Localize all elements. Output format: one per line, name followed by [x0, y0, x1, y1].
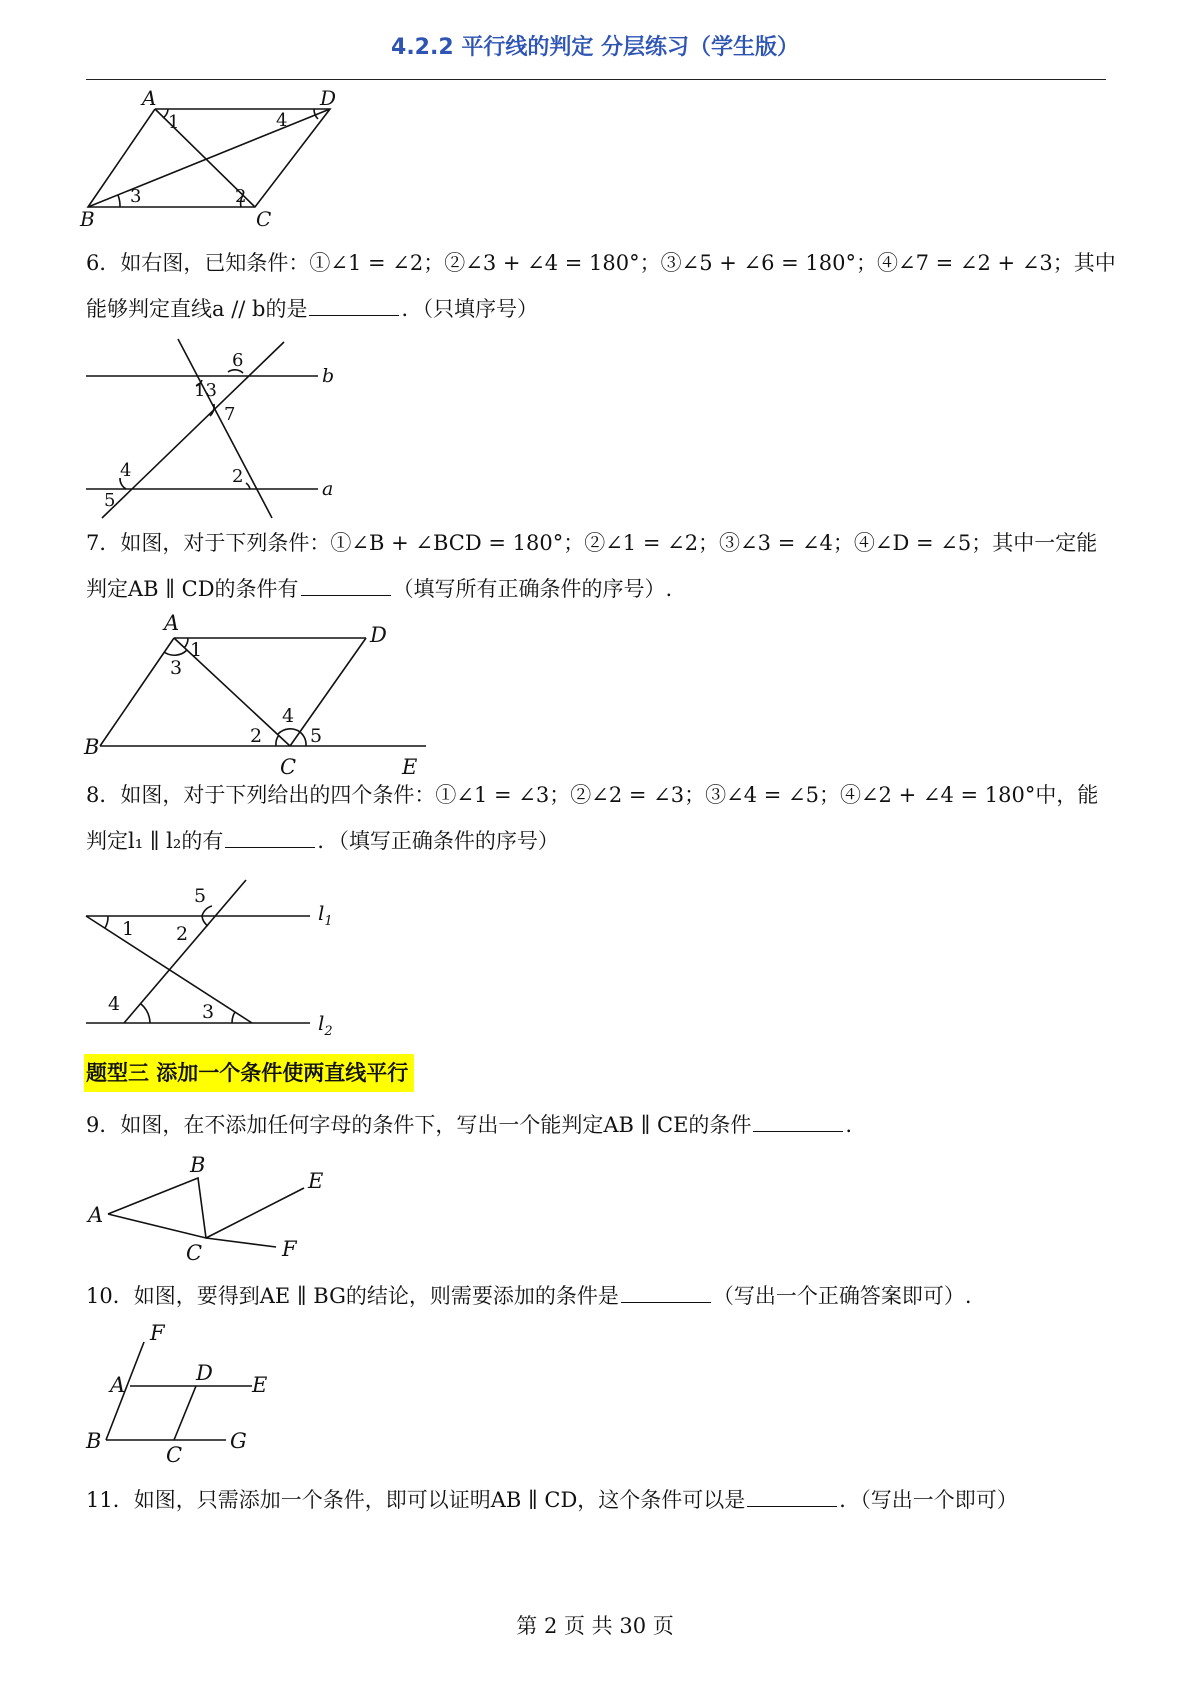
fig-q9-ray-ce: [206, 1188, 304, 1238]
question-6-answer-blank[interactable]: [309, 294, 399, 316]
fig-q6-angle-4: 4: [120, 460, 132, 481]
header-divider: [86, 79, 1106, 80]
fig-q7-label-A: A: [164, 611, 180, 635]
fig-q8-label-l1-sub: 1: [324, 914, 333, 929]
fig-q5-label-D: D: [320, 86, 337, 110]
fig-q5-angle-1: 1: [168, 112, 180, 133]
fig-q6-angle-2: 2: [232, 466, 244, 487]
fig-q7-label-C: C: [280, 755, 297, 779]
figure-q6: [86, 336, 346, 521]
fig-q8-angle-3: 3: [202, 1001, 215, 1023]
question-6: [86, 240, 1116, 332]
fig-q9-label-E: E: [308, 1169, 324, 1193]
question-8-tail: ．（填写正确条件的序号）: [317, 829, 559, 853]
fig-q7-arc-5: [300, 732, 306, 746]
page-footer: 第 2 页 共 30 页: [516, 1614, 674, 1638]
fig-q7-angle-2: 2: [250, 725, 263, 747]
question-10-number: 10．: [86, 1284, 134, 1308]
fig-q8-label-l2-letter: l: [318, 1011, 325, 1035]
fig-q7-angle-4: 4: [282, 705, 295, 727]
fig-q7-segment-ab: [100, 638, 174, 746]
fig-q7-arc-4: [278, 729, 300, 734]
fig-q10-label-G: G: [230, 1429, 247, 1453]
fig-q10-label-E: E: [252, 1373, 268, 1397]
section-title-3: 题型三 添加一个条件使两直线平行: [84, 1054, 414, 1092]
fig-q6-transversal-1: [178, 339, 272, 518]
question-11-text: 如图，只需添加一个条件，即可以证明AB ∥ CD，这个条件可以是: [133, 1488, 746, 1512]
fig-q8-arc-5: [202, 906, 212, 916]
fig-q8-label-l2: [318, 1011, 333, 1039]
fig-q8-label-l1: [318, 901, 333, 929]
question-8-answer-blank[interactable]: [225, 826, 315, 848]
fig-q7-angle-5: 5: [310, 725, 323, 747]
fig-q7-label-B: B: [84, 735, 100, 759]
fig-q8-angle-2: 2: [176, 923, 189, 945]
fig-q10-label-A: A: [110, 1373, 126, 1397]
question-11: [86, 1477, 1116, 1523]
question-7-tail: （填写所有正确条件的序号）.: [392, 577, 673, 601]
fig-q5-angle-2: 2: [235, 186, 247, 207]
figure-q9: [84, 1150, 344, 1265]
fig-q6-arc-2: [246, 483, 250, 489]
fig-q8-arc-1: [105, 916, 108, 928]
question-9-text: 如图，在不添加任何字母的条件下，写出一个能判定AB ∥ CE的条件: [120, 1113, 752, 1137]
question-11-number: 11．: [86, 1488, 134, 1512]
question-7-number: 7．: [86, 531, 121, 555]
question-6-text: 如右图，已知条件：①∠1 = ∠2；②∠3 + ∠4 = 180°；③∠5 + ∠6 = 180°；④∠7 = ∠2 + ∠3；其中能够判定直线a // b的是: [86, 251, 1116, 321]
fig-q9-label-F: F: [282, 1237, 297, 1261]
question-10-tail: （写出一个正确答案即可）.: [712, 1284, 972, 1308]
fig-q7-arc-1: [184, 638, 188, 648]
figure-q7: [84, 612, 444, 782]
fig-q10-label-C: C: [166, 1443, 183, 1467]
fig-q10-label-B: B: [86, 1429, 102, 1453]
fig-q6-angle-6: 6: [232, 350, 244, 371]
question-7: [86, 520, 1116, 612]
question-8-number: 8．: [86, 783, 121, 807]
page-header-title: 4.2.2 平行线的判定 分层练习（学生版）: [391, 35, 799, 60]
fig-q6-label-b: b: [322, 365, 335, 387]
fig-q6-label-a: a: [322, 478, 334, 500]
fig-q9-triangle: [108, 1178, 206, 1238]
fig-q6-angle-5: 5: [104, 490, 116, 511]
fig-q9-label-A: A: [88, 1203, 104, 1227]
fig-q7-label-E: E: [402, 755, 418, 779]
question-8: [86, 772, 1116, 864]
fig-q5-diagonal-bd: [88, 109, 330, 207]
fig-q6-arc-7: [210, 404, 214, 416]
fig-q6-angle-13: 13: [194, 380, 217, 401]
fig-q10-label-F: F: [150, 1321, 165, 1345]
fig-q7-arc-2: [276, 735, 279, 746]
fig-q7-angle-1: 1: [190, 639, 203, 661]
fig-q9-label-C: C: [186, 1241, 203, 1265]
fig-q5-arc-3: [118, 195, 120, 207]
question-10-answer-blank[interactable]: [621, 1281, 711, 1303]
figure-q5: [80, 86, 360, 232]
fig-q5-angle-4: 4: [276, 110, 288, 131]
fig-q7-segment-cd: [290, 638, 366, 746]
question-8-text: 如图，对于下列给出的四个条件：①∠1 = ∠3；②∠2 = ∠3；③∠4 = ∠5；④∠2 + ∠4 = 180°中，能判定l₁ ∥ l₂的有: [86, 783, 1099, 853]
question-7-answer-blank[interactable]: [301, 574, 391, 596]
fig-q10-segment-dc: [174, 1386, 196, 1440]
fig-q8-arc-4: [141, 1004, 150, 1023]
fig-q8-angle-1: 1: [122, 918, 135, 940]
fig-q8-arc-3: [232, 1012, 235, 1023]
figure-q10: [84, 1318, 284, 1467]
question-7-text: 如图，对于下列条件：①∠B + ∠BCD = 180°；②∠1 = ∠2；③∠3 = ∠4；④∠D = ∠5；其中一定能判定AB ∥ CD的条件有: [86, 531, 1098, 601]
question-9-answer-blank[interactable]: [753, 1110, 843, 1132]
fig-q7-label-D: D: [370, 623, 387, 647]
fig-q6-angle-7: 7: [224, 404, 236, 425]
question-9-number: 9．: [86, 1113, 121, 1137]
question-10: [86, 1273, 1116, 1319]
question-11-tail: ．（写出一个即可）: [839, 1488, 1018, 1512]
fig-q7-angle-3: 3: [170, 657, 183, 679]
fig-q10-label-D: D: [196, 1361, 213, 1385]
fig-q8-angle-5: 5: [194, 885, 207, 907]
question-10-text: 如图，要得到AE ∥ BG的结论，则需要添加的条件是: [133, 1284, 619, 1308]
fig-q8-angle-4: 4: [108, 993, 121, 1015]
fig-q8-label-l1-letter: l: [318, 901, 325, 925]
figure-q8: [84, 870, 354, 1040]
fig-q7-arc-3: [164, 650, 187, 655]
fig-q8-label-l2-sub: 2: [324, 1024, 333, 1039]
question-11-answer-blank[interactable]: [747, 1485, 837, 1507]
fig-q9-label-B: B: [190, 1153, 206, 1177]
fig-q5-angle-3: 3: [130, 186, 142, 207]
question-6-number: 6．: [86, 251, 121, 275]
fig-q8-arc-2: [202, 916, 208, 926]
question-9-tail: .: [845, 1113, 853, 1137]
fig-q9-ray-cf: [206, 1238, 276, 1247]
fig-q5-label-B: B: [80, 207, 95, 231]
fig-q5-label-A: A: [142, 86, 157, 110]
question-9: [86, 1102, 1116, 1148]
question-6-tail: ．（只填序号）: [401, 297, 538, 321]
fig-q5-label-C: C: [256, 207, 272, 231]
